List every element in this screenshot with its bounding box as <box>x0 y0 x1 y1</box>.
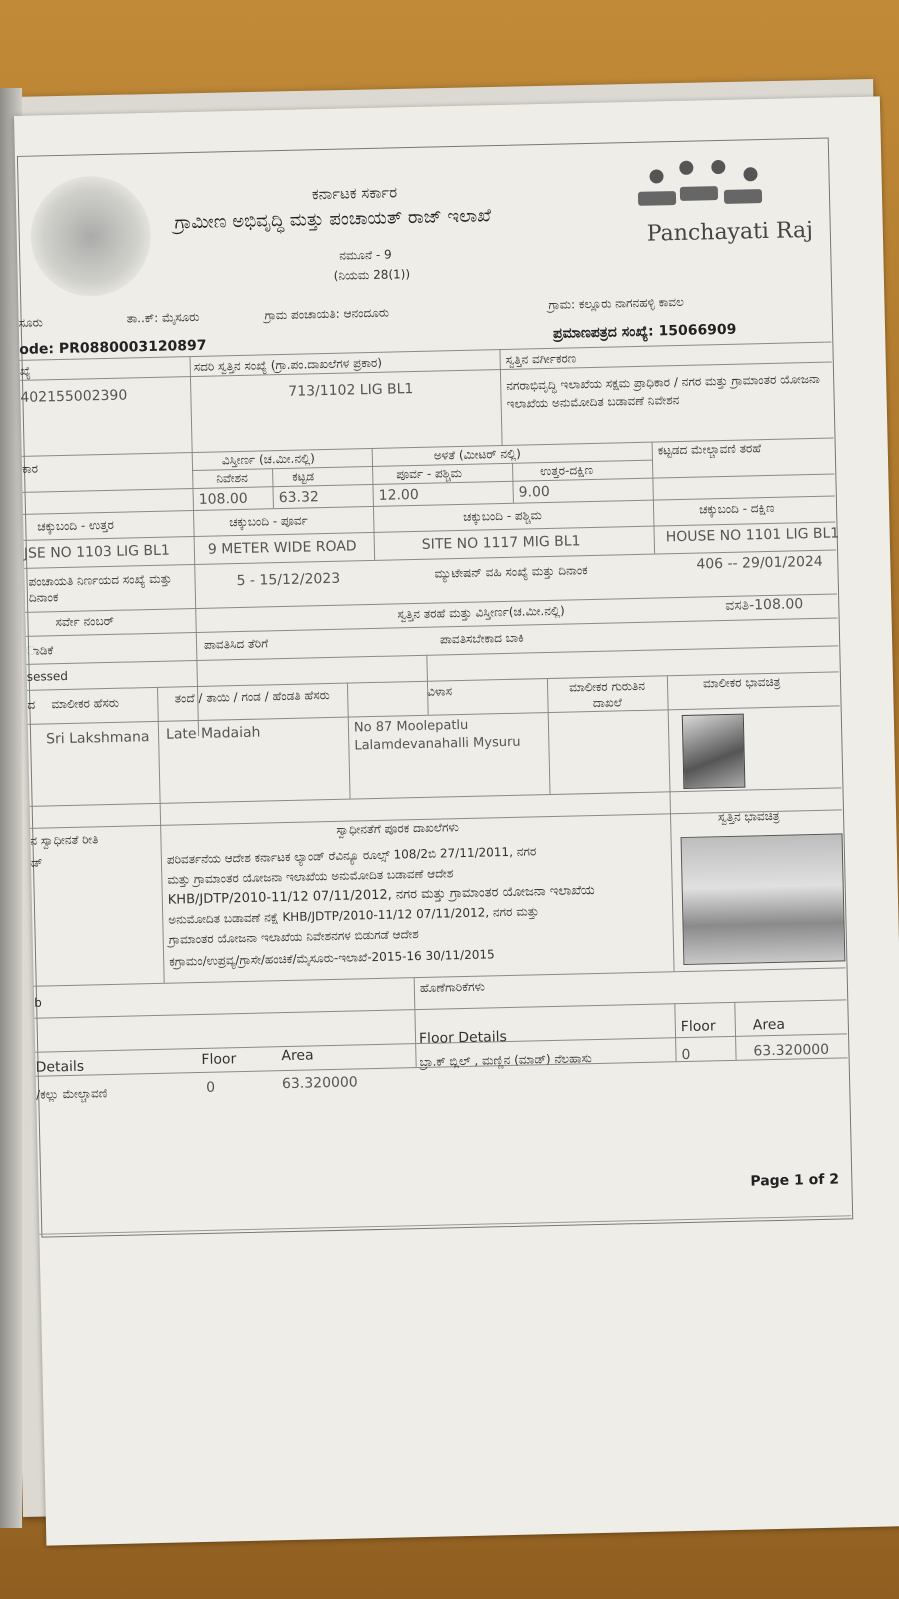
left-row-floor: 0 <box>205 1079 216 1096</box>
north-boundary: JSE NO 1103 LIG BL1 <box>23 542 170 562</box>
department-name: ಗ್ರಾಮೀಣ ಅಭಿವೃದ್ಧಿ ಮತ್ತು ಪಂಚಾಯತ್ ರಾಜ್ ಇಲಾಖೆ <box>174 205 492 234</box>
id-doc-header: ಮಾಲೀಕರ ಗುರುತಿನ ದಾಖಲೆ <box>569 678 646 711</box>
survey-label: ಸರ್ವೇ ನಂಬರ್ <box>55 613 115 630</box>
mutation-value: 406 -- 29/01/2024 <box>696 553 823 573</box>
roof-label: ಕಟ್ಟಡದ ಮೇಲ್ಚಾವಣಿ ತರಹೆ <box>657 441 762 458</box>
right-row-area: 63.320000 <box>753 1041 830 1060</box>
building-area-value: 63.32 <box>278 489 320 507</box>
east-west-value: 12.00 <box>378 486 419 504</box>
property-no-value: 713/1102 LIG BL1 <box>288 381 414 400</box>
south-boundary: HOUSE NO 1101 LIG BL1 <box>665 525 840 546</box>
possession-label: ನ ಸ್ವಾಧೀನತೆ ರೀತಿ <box>30 832 99 848</box>
demand-label: ಾಡಿಕೆ <box>25 643 54 658</box>
owner-relation: Late Madaiah <box>165 724 261 743</box>
taluk-label: ತಾ..ಕ್: ಮೈಸೂರು <box>126 309 200 326</box>
property-id-value: 402155002390 <box>20 387 128 406</box>
village-label: ಗ್ರಾಮ: ಕಲ್ಲೂರು ನಾಗನಹಳ್ಳಿ ಕಾವಲ <box>548 294 684 312</box>
assessed-label: sessed <box>26 668 69 684</box>
property-type-value: ವಸತಿ-108.00 <box>725 596 804 614</box>
property-photo <box>681 833 846 965</box>
site-label: ನಿವೇಶನ <box>216 470 248 486</box>
dimension-label: ಅಳತೆ (ಮೀಟರ್ ನಲ್ಲಿ) <box>433 446 521 463</box>
owner-photo <box>682 714 746 789</box>
doc-line-3: KHB/JDTP/2010-11/12 07/11/2012, ನಗರ ಮತ್ತು ಗ್ರಾಮಾಂತರ ಯೋಜನಾ ಇಲಾಖೆಯ <box>167 883 595 908</box>
site-area-value: 108.00 <box>198 490 248 508</box>
right-area-header: Area <box>752 1016 786 1034</box>
property-photo-label: ಸ್ವತ್ತಿನ ಭಾವಚಿತ್ರ <box>717 808 780 825</box>
north-south-value: 9.00 <box>518 483 551 501</box>
mutation-label: ಮ್ಯುಟೇಷನ್ ವಹಿ ಸಂಖ್ಯೆ ಮತ್ತು ದಿನಾಂಕ <box>434 563 588 581</box>
left-row-area: 63.320000 <box>281 1074 358 1093</box>
property-id-label: ಖ್ಯೆ <box>19 363 31 378</box>
logo-text: Panchayati Raj <box>646 217 814 247</box>
left-row-details: /ಕಲ್ಲು ಮೇಲ್ಚಾವಣಿ <box>36 1086 108 1102</box>
east-boundary-label: ಚಕ್ಕುಬಂದಿ - ಪೂರ್ವ <box>229 513 308 530</box>
relation-header: ತಂದೆ / ತಾಯಿ / ಗಂಡ / ಹೆಂಡತಿ ಹೆಸರು <box>174 687 330 706</box>
doc-line-2: ಮತ್ತು ಗ್ರಾಮಾಂತರ ಯೋಜನಾ ಇಲಾಖೆಯ ಅನುಮೋದಿತ ಬಡಾವಣೆ ಆದೇಶ <box>167 866 454 887</box>
owner-name-header: ಮಾಲೀಕರ ಹೆಸರು <box>51 695 120 712</box>
doc-line-5: ಗ್ರಾಮಾಂತರ ಯೋಜನಾ ಇಲಾಖೆಯ ನಿವೇಶನಗಳ ಬಿಡುಗಡೆ ಆದೇಶ <box>168 927 419 947</box>
resolution-label: ಪಂಚಾಯತಿ ನಿರ್ಣಯದ ಸಂಖ್ಯೆ ಮತ್ತು ದಿನಾಂಕ <box>28 571 172 605</box>
type-label: ಕಾರ <box>21 461 39 476</box>
due-label: ಪಾವತಿಸಬೇಕಾದ ಬಾಕಿ <box>439 630 524 647</box>
certificate-number: ಪ್ರಮಾಣಪತ್ರದ ಸಂಖ್ಯೆ: 15066909 <box>552 321 737 342</box>
rule-number: (ನಿಯಮ 28(1)) <box>333 267 411 283</box>
property-type-label: ಸ್ವತ್ತಿನ ತರಹೆ ಮತ್ತು ವಿಸ್ತೀರ್ಣ(ಚ.ಮೀ.ನಲ್ಲಿ) <box>397 603 565 622</box>
doc-line-1: ಪರಿವರ್ತನೆಯ ಆದೇಶ ಕರ್ನಾಟಕ ಲ್ಯಾಂಡ್ ರೆವಿನ್ಯೂ ರೂಲ್ಸ್ 108/2ಬಿ 27/11/2011, ನಗರ <box>166 844 537 867</box>
right-row-floor: 0 <box>681 1046 691 1064</box>
north-south-label: ಉತ್ತರ-ದಕ್ಷಿಣ <box>540 462 594 479</box>
area-label: ವಿಸ್ತೀರ್ಣ (ಚ.ಮೀ.ನಲ್ಲಿ) <box>221 451 316 468</box>
left-floor-header: Floor <box>201 1051 237 1068</box>
classification-label: ಸ್ವತ್ತಿನ ವರ್ಗೀಕರಣ <box>505 351 577 367</box>
classification-value: ನಗರಾಭಿವೃದ್ಧಿ ಇಲಾಖೆಯ ಸಕ್ಷಮ ಪ್ರಾಧಿಕಾರ / ನಗರ ಮತ್ತು ಗ್ರಾಮಾಂತರ ಯೋಜನಾ ಇಲಾಖೆಯ ಅನುಮೋದಿತ ಬಡಾವಣೆ ನಿವೇಶನ <box>506 371 821 411</box>
page-number: Page 1 of 2 <box>750 1171 840 1190</box>
owner-address-line1: No 87 Moolepatlu <box>353 717 469 736</box>
left-details-header: Details <box>35 1058 85 1076</box>
liabilities-label: ಹೊಣೆಗಾರಿಕೆಗಳು <box>419 979 485 996</box>
west-boundary-label: ಚಕ್ಕುಬಂದಿ - ಪಶ್ಚಿಮ <box>463 508 542 524</box>
doc-line-4: ಅನುಮೋದಿತ ಬಡಾವಣೆ ನಕ್ಷೆ KHB/JDTP/2010-11/12 07/11/2012, ನಗರ ಮತ್ತು <box>168 904 539 927</box>
gp-label: ಗ್ರಾಮ ಪಂಚಾಯತಿ: ಆನಂದೂರು <box>264 305 390 323</box>
north-boundary-label: ಚಕ್ಕುಬಂದಿ - ಉತ್ತರ <box>37 517 115 534</box>
possession-sub: ಡ್ <box>30 855 43 870</box>
district-label: ಸೂರು <box>18 315 44 330</box>
paid-tax-label: ಪಾವತಿಸಿದ ತೆರಿಗೆ <box>203 636 269 652</box>
b-label: b <box>33 995 42 1010</box>
east-boundary: 9 METER WIDE ROAD <box>207 538 357 558</box>
owner-no-header: ದ <box>27 697 36 712</box>
property-no-label: ಸದರಿ ಸ್ವತ್ತಿನ ಸಂಖ್ಯೆ (ಗ್ರಾ.ಪಂ.ದಾಖಲೆಗಳ ಪ್ರಕಾರ) <box>193 355 383 374</box>
resolution-value: 5 - 15/12/2023 <box>236 570 341 590</box>
right-row-details: ಬ್ರಾ.ಕ್ ಬ್ಲಿಲ್ , ಮಣ್ಣಿನ (ಮಾಡ್) ನೆಲಹಾಸು <box>419 1051 592 1070</box>
right-floor-header: Floor <box>680 1018 716 1036</box>
south-boundary-label: ಚಕ್ಕುಬಂದಿ - ದಕ್ಷಿಣ <box>698 500 775 517</box>
form-number: ನಮೂನೆ - 9 <box>339 247 392 263</box>
right-details-header: Floor Details <box>418 1029 508 1048</box>
building-label: ಕಟ್ಟಡ <box>292 469 315 484</box>
doc-line-6: ಕಗ್ರಾಮಂ/ಉಪ್ರವ್ಯ/ಗ್ರಾಸೇ/ಹಂಚಿಕೆ/ಮೈಸೂರು-ಇಲಾಖೆ-2015-16 30/11/2015 <box>169 947 495 969</box>
left-area-header: Area <box>281 1047 314 1065</box>
state-name: ಕರ್ನಾಟಕ ಸರ್ಕಾರ <box>311 183 398 204</box>
owner-name: Sri Lakshmana <box>45 729 150 748</box>
owner-photo-header: ಮಾಲೀಕರ ಭಾವಚಿತ್ರ <box>702 674 781 691</box>
property-code: ode: PR0880003120897 <box>19 337 207 358</box>
document-page <box>14 96 899 1545</box>
west-boundary: SITE NO 1117 MIG BL1 <box>421 533 581 553</box>
east-west-label: ಪೂರ್ವ - ಪಶ್ಚಿಮ <box>396 465 463 482</box>
owner-address-line2: Lalamdevanahalli Mysuru <box>354 734 521 754</box>
address-header: ವಿಳಾಸ <box>427 684 453 699</box>
docs-label: ಸ್ವಾಧೀನತೆಗೆ ಪೂರಕ ದಾಖಲೆಗಳು <box>336 820 459 837</box>
